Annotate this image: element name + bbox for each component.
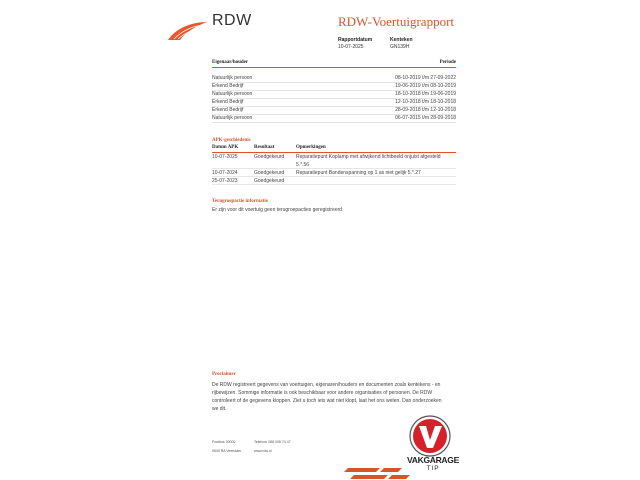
- document-title: RDW-Voertuigrapport: [338, 14, 455, 29]
- vakgarage-logo-icon: [404, 414, 462, 458]
- owner-cell: Natuurlijk persoon: [212, 115, 253, 121]
- owner-cell: Natuurlijk persoon: [212, 91, 253, 97]
- disclaimer-line: rijbewijzen. Sommige informatie is ook beschikbaar voor andere organisaties of personen. De RDW: [212, 390, 433, 396]
- footer-web: www.rdw.nl: [254, 449, 272, 453]
- plate-value: GN139H: [390, 44, 410, 50]
- period-column-header: Periode: [439, 60, 456, 65]
- apk-result-cell: Goedgekeurd: [254, 170, 285, 176]
- report-date-label: Rapportdatum: [338, 37, 373, 43]
- apk-date-cell: 10-07-2024: [212, 170, 238, 176]
- apk-notes-cell: Reparatiepunt Bandenspanning op 1 as niet gelijk 5.*.27: [296, 170, 421, 176]
- row-divider: [212, 176, 456, 177]
- owner-cell: Natuurlijk persoon: [212, 75, 253, 81]
- row-divider: [212, 184, 456, 185]
- row-divider: [212, 122, 456, 123]
- rdw-logo-icon: [166, 20, 208, 42]
- apk-header-rule: [212, 152, 456, 153]
- disclaimer-line: controleert of de gegevens kloppen. Ziet u toch iets wat niet klopt, laat het ons weten. Dan onderzoeken: [212, 398, 442, 404]
- disclaimer-line: we dit.: [212, 406, 227, 412]
- apk-section-title: APK-geschiedenis: [212, 138, 251, 143]
- period-cell: 19-06-2019 t/m 08-10-2019: [395, 83, 456, 89]
- footer-phone: Telefoon 088 008 74 47: [254, 440, 291, 444]
- apk-result-cell: Goedgekeurd: [254, 178, 285, 184]
- apk-date-header: Datum APK: [212, 145, 239, 150]
- apk-notes-cell: Reparatiepunt Koplamp met afwijkend lichtbeeld onjuist afgesteld: [296, 154, 441, 160]
- apk-notes-cell-cont: 5.*.56: [296, 162, 310, 168]
- footer-po-box: Postbus 30000: [212, 440, 236, 444]
- apk-date-cell: 10-07-2025: [212, 154, 238, 160]
- owner-column-header: Eigenaar/houder: [212, 60, 249, 65]
- owner-cell: Erkend Bedrijf: [212, 107, 244, 113]
- brand-name: RDW: [212, 12, 252, 29]
- badge-line-1: VAKGARAGE: [407, 455, 459, 465]
- footer-stripes-icon: [344, 466, 434, 480]
- period-cell: 08-10-2019 t/m 27-09-2022: [395, 75, 456, 81]
- apk-date-cell: 25-07-2023: [212, 178, 238, 184]
- plate-label: Kenteken: [390, 37, 413, 43]
- owner-cell: Erkend Bedrijf: [212, 99, 244, 105]
- period-cell: 18-10-2018 t/m 19-06-2019: [395, 91, 456, 97]
- owner-cell: Erkend Bedrijf: [212, 83, 244, 89]
- period-cell: 06-07-2015 t/m 28-09-2018: [395, 115, 456, 121]
- disclaimer-title: Proclaimer: [212, 372, 236, 377]
- recall-text: Er zijn voor dit voertuig geen terugroepacties geregistreerd: [212, 207, 343, 213]
- apk-result-header: Resultaat: [254, 145, 275, 150]
- apk-result-cell: Goedgekeurd: [254, 154, 285, 160]
- disclaimer-line: De RDW registreert gegevens van voertuigen, eigenaren/houders en documenten zoals kentekens - en: [212, 382, 441, 388]
- badge-line-2: TIP: [426, 465, 440, 472]
- disclaimer-text: [212, 381, 462, 413]
- recall-title: Terugroepactie informatie: [212, 199, 268, 204]
- period-cell: 28-09-2018 t/m 12-10-2018: [395, 107, 456, 113]
- report-date-value: 10-07-2025: [338, 44, 364, 50]
- period-cell: 12-10-2018 t/m 18-10-2018: [395, 99, 456, 105]
- footer-city: 9640 RA Veendam: [212, 449, 242, 453]
- apk-notes-header: Opmerkingen: [296, 145, 326, 150]
- row-divider: [212, 168, 456, 169]
- owners-header-rule: [212, 67, 456, 68]
